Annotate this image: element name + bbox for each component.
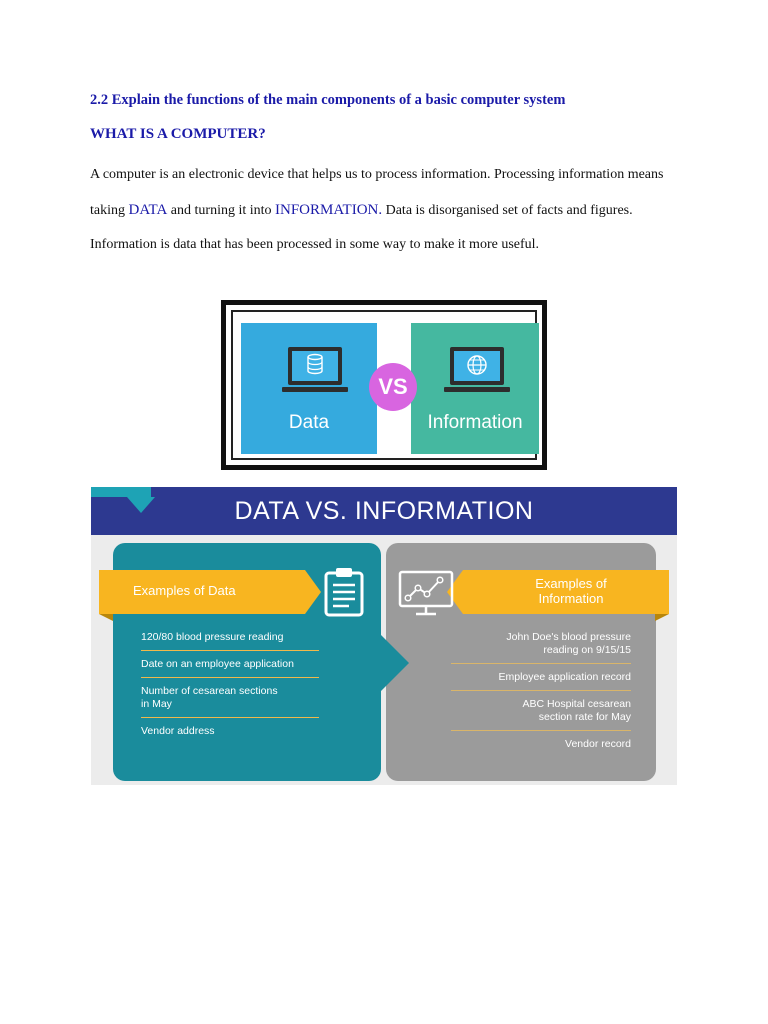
data-examples-list [141, 629, 319, 749]
clipboard-icon [323, 567, 365, 617]
list-item-line-1: Vendor address [141, 725, 215, 737]
list-item-line-1: 120/80 blood pressure reading [141, 631, 284, 643]
database-laptop-icon [280, 343, 350, 397]
paragraph-part-2: and turning it into [167, 202, 276, 218]
vs-badge: VS [369, 363, 417, 411]
list-item-line-1: John Doe's blood pressure [506, 631, 631, 643]
list-item-line-1: Date on an employee application [141, 658, 294, 670]
paragraph-part-1: A computer is an electronic device that helps us to process information. Processing information means taking [90, 167, 664, 218]
list-item [141, 683, 319, 718]
section-heading: 2.2 Explain the functions of the main components of a basic computer system [90, 92, 566, 108]
information-examples-line-2: Information [538, 591, 604, 606]
list-item-line-2: section rate for May [538, 711, 631, 723]
list-item-line-1: Employee application record [498, 671, 631, 683]
list-item-line-2: in May [141, 698, 172, 710]
list-item [141, 656, 319, 678]
list-item [141, 723, 319, 744]
data-panel [241, 323, 377, 454]
list-item-line-2: reading on 9/15/15 [543, 644, 631, 656]
list-item-line-1: Vendor record [565, 738, 631, 750]
list-item [451, 696, 631, 731]
banner-fold-left [99, 614, 113, 621]
data-vs-information-image [221, 300, 547, 470]
data-card-arrow [381, 635, 409, 691]
data-term: DATA [128, 201, 168, 218]
list-item [451, 629, 631, 664]
sub-heading: WHAT IS A COMPUTER? [90, 126, 266, 142]
data-label: Data [288, 412, 330, 433]
infographic-header [91, 487, 677, 535]
list-item-line-1: Number of cesarean sections [141, 685, 278, 697]
list-item [451, 669, 631, 691]
list-item [451, 736, 631, 757]
monitor-chart-icon [397, 569, 455, 617]
header-arrow [127, 497, 155, 513]
information-label: Information [427, 412, 523, 433]
infographic-title: DATA VS. INFORMATION [234, 497, 534, 525]
banner-fold-right [655, 614, 669, 621]
image-frame-border [226, 305, 542, 465]
information-examples-line-1: Examples of [535, 576, 607, 591]
information-examples-list [451, 629, 631, 762]
information-panel [411, 323, 539, 454]
information-examples-label [506, 576, 636, 606]
data-examples-label: Examples of Data [133, 583, 236, 598]
globe-laptop-icon [442, 343, 512, 397]
paragraph-part-3: Data is disorganised set of facts and figures. Information is data that has been processed in some way to make it more useful. [90, 202, 633, 252]
list-item [141, 629, 319, 651]
body-paragraph [90, 158, 680, 263]
information-term: INFORMATION. [275, 201, 383, 218]
list-item-line-1: ABC Hospital cesarean [522, 698, 631, 710]
image-inner-border [231, 310, 537, 460]
header-tab [91, 487, 151, 497]
data-vs-information-infographic [91, 487, 677, 785]
